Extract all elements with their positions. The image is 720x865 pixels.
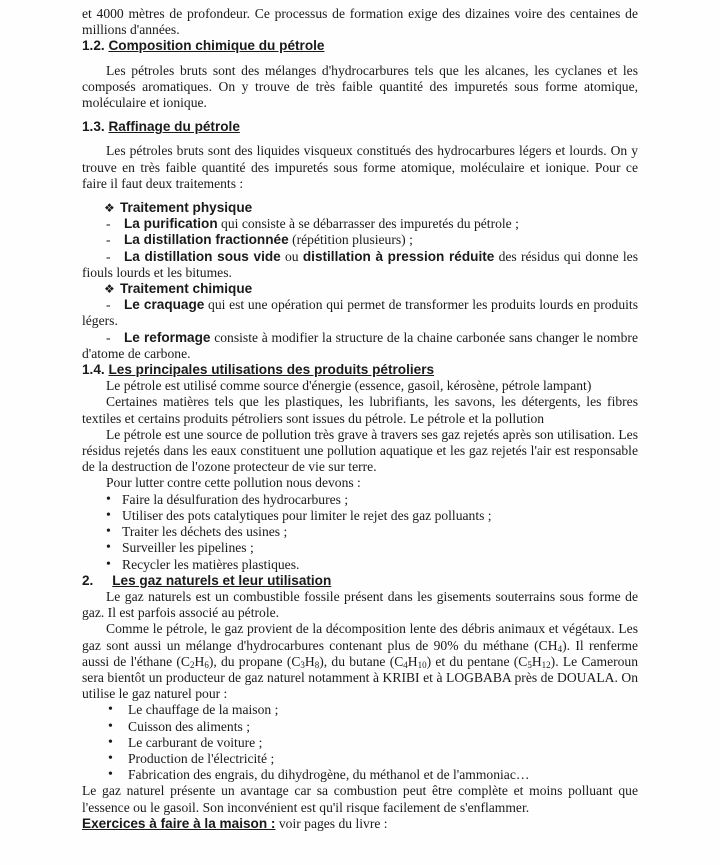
list-item: • Recycler les matières plastiques. bbox=[106, 556, 300, 572]
list-item: - Le craquage qui est une opération qui permet de transformer les produits lourds en produits légers. bbox=[82, 297, 638, 329]
gas-uses-list bbox=[82, 702, 638, 783]
section-number: 1.2. bbox=[82, 38, 105, 54]
uses-paragraph-1: Le pétrole est utilisé comme source d'énergie (essence, gasoil, kérosène, pétrole lampant) bbox=[106, 378, 592, 394]
pollution-intro: Pour lutter contre cette pollution nous devons : bbox=[106, 475, 361, 491]
gas-paragraph-1: Le gaz naturels est un combustible fossile présent dans les gisements souterrains sous forme de gaz. Il est parfois associé au pétrole. bbox=[82, 588, 638, 621]
pollution-actions-list bbox=[82, 492, 638, 573]
list-item: • Faire la désulfuration des hydrocarbures ; bbox=[106, 491, 349, 507]
gas-paragraph-2: Comme le pétrole, le gaz provient de la décomposition lente des débris animaux et végétaux. Les gaz sont aussi un mélange d'hydrocarbures contenant plus de 90% du méthane $(CH_4)$. Il renferme aussi de l'éthane $(C_2H_6)$, du propane $(C_3H_8)$, du butane $(C_4H_{10})$ et du pentane $(C_5H_{12})$. Le Cameroun sera bientôt un producteur de gaz naturel notamment à KRIBI et à LOGBABA près de DOUALA. On utilise le gaz naturel pour : bbox=[82, 621, 639, 702]
refining-paragraph: Les pétroles bruts sont des liquides visqueux constitués des hydrocarbures légers et lourds. On y trouve en très faible quantité des impuretés sous forme atomique, moléculaire et ionique. Pour ce faire il faut deux traitements : bbox=[82, 143, 638, 191]
section-title: Les gaz naturels et leur utilisation bbox=[112, 572, 332, 588]
section-heading-1-2 bbox=[82, 38, 638, 54]
round-bullet-icon: • bbox=[106, 556, 111, 572]
round-bullet-icon: • bbox=[106, 491, 111, 507]
round-bullet-icon: • bbox=[106, 524, 111, 540]
chemical-treatment-heading: ❖ Traitement chimique bbox=[104, 281, 253, 297]
section-heading-1-3 bbox=[82, 119, 638, 135]
list-item: • Cuisson des aliments ; bbox=[108, 718, 250, 734]
list-item: - La purification qui consiste à se débarrasser des impuretés du pétrole ; bbox=[106, 216, 519, 232]
list-item: • Production de l'électricité ; bbox=[108, 750, 275, 766]
four-diamond-bullet-icon: ❖ bbox=[104, 282, 115, 297]
round-bullet-icon: • bbox=[106, 507, 111, 523]
list-item: - Le reformage consiste à modifier la structure de la chaine carbonée sans changer le nombre d'atome de carbone. bbox=[82, 329, 638, 361]
section-number: 2. bbox=[82, 572, 94, 588]
section-number: 1.3. bbox=[82, 119, 105, 135]
round-bullet-icon: • bbox=[108, 702, 113, 718]
section-number: 1.4. bbox=[82, 362, 105, 378]
four-diamond-bullet-icon: ❖ bbox=[104, 201, 115, 216]
list-item: - La distillation fractionnée (répétition plusieurs) ; bbox=[106, 232, 413, 248]
round-bullet-icon: • bbox=[108, 718, 113, 734]
list-item: • Utiliser des pots catalytiques pour limiter le rejet des gaz polluants ; bbox=[106, 507, 492, 523]
physical-treatment-heading: ❖ Traitement physique bbox=[104, 200, 253, 216]
list-item: • Fabrication des engrais, du dihydrogène, du méthanol et de l'ammoniac… bbox=[108, 767, 530, 783]
list-item: • Le carburant de voiture ; bbox=[108, 734, 263, 750]
list-item: - La distillation sous vide ou distillation à pression réduite des résidus qui donne les fiouls lourds et les bitumes. bbox=[82, 248, 639, 280]
pollution-paragraph: Le pétrole est une source de pollution très grave à travers ses gaz rejetés après son utilisation. Les résidus rejetés dans les eaux constituent une pollution aquatique et les gaz rejetés l'air est responsable de la destruction de l'ozone protecteur de vie sur terre. bbox=[82, 426, 638, 475]
composition-paragraph: Les pétroles bruts sont des mélanges d'hydrocarbures tels que les alcanes, les cyclanes et les composés aromatiques. On y trouve de très faible quantité des impuretés sous forme atomique, moléculaire et ionique. bbox=[82, 62, 638, 111]
exercises-line: Exercices à faire à la maison : voir pages du livre : bbox=[82, 815, 388, 831]
intro-paragraph: et 4000 mètres de profondeur. Ce processus de formation exige des dizaines voire des centaines de millions d'années. bbox=[82, 6, 638, 38]
round-bullet-icon: • bbox=[108, 734, 113, 750]
list-item: • Traiter les déchets des usines ; bbox=[106, 524, 288, 540]
round-bullet-icon: • bbox=[108, 750, 113, 766]
section-heading-2 bbox=[82, 573, 638, 589]
round-bullet-icon: • bbox=[106, 540, 111, 556]
gas-conclusion-paragraph: Le gaz naturel présente un avantage car sa combustion peut être complète et moins polluant que l'essence ou le gasoil. Son inconvénient est qu'il risque facilement de s'enflammer. bbox=[82, 783, 638, 815]
list-item: • Surveiller les pipelines ; bbox=[106, 540, 254, 556]
uses-paragraph-2: Certaines matières tels que les plastiques, les lubrifiants, les savons, les détergents, les fibres textiles et certains produits pétroliers sont issues du pétrole. Le pétrole et la pollution bbox=[82, 394, 638, 426]
exercises-label: Exercices à faire à la maison : bbox=[82, 815, 276, 831]
section-title: Composition chimique du pétrole bbox=[108, 38, 325, 54]
section-title: Les principales utilisations des produits pétroliers bbox=[108, 362, 435, 378]
section-heading-1-4 bbox=[82, 362, 638, 378]
section-title: Raffinage du pétrole bbox=[108, 119, 240, 135]
list-item: • Le chauffage de la maison ; bbox=[108, 702, 279, 718]
round-bullet-icon: • bbox=[108, 767, 113, 783]
